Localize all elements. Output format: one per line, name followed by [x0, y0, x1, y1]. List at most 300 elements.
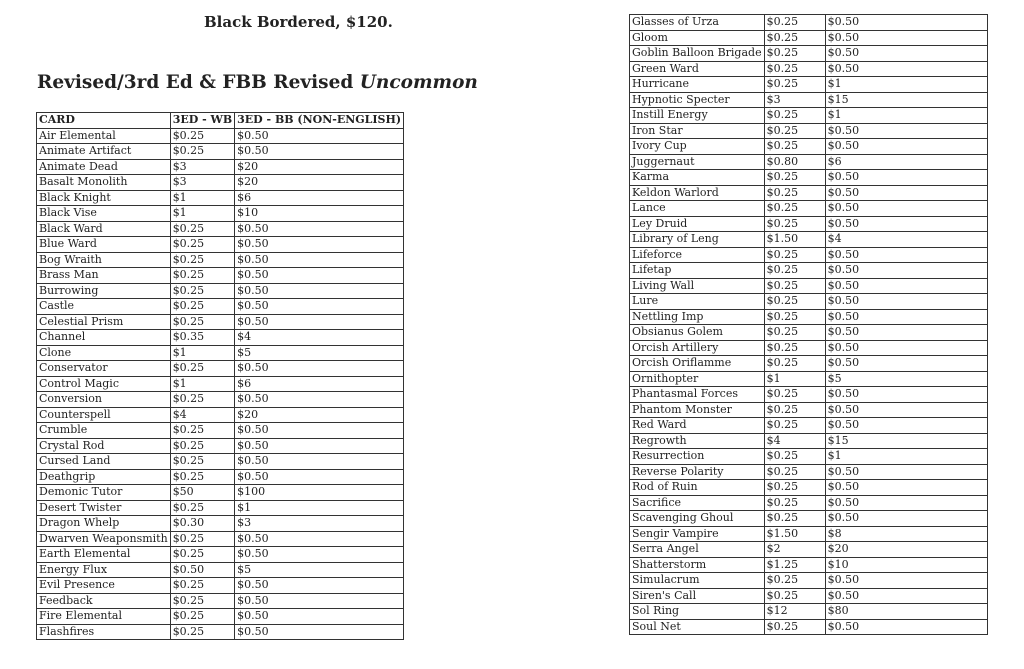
wb-price-cell: $0.25	[764, 340, 825, 356]
bb-price-cell: $0.50	[825, 185, 987, 201]
table-row	[630, 495, 988, 511]
section-title-main: Revised/3rd Ed & FBB Revised	[37, 72, 360, 93]
wb-price-cell: $0.25	[764, 185, 825, 201]
table-row	[37, 361, 404, 377]
bb-price-cell: $0.50	[825, 387, 987, 403]
card-name-cell: Celestial Prism	[37, 314, 171, 330]
bb-price-cell: $0.50	[235, 531, 404, 547]
table-row	[630, 325, 988, 341]
card-name-cell: Animate Dead	[37, 159, 171, 175]
table-row	[37, 314, 404, 330]
card-name-cell: Phantom Monster	[630, 402, 765, 418]
card-name-cell: Deathgrip	[37, 469, 171, 485]
card-name-cell: Keldon Warlord	[630, 185, 765, 201]
table-row	[37, 283, 404, 299]
card-name-cell: Earth Elemental	[37, 547, 171, 563]
wb-price-cell: $1	[170, 376, 234, 392]
card-name-cell: Blue Ward	[37, 237, 171, 253]
card-name-cell: Lifeforce	[630, 247, 765, 263]
bb-price-cell: $0.50	[235, 593, 404, 609]
bb-price-cell: $0.50	[235, 438, 404, 454]
card-name-cell: Sol Ring	[630, 604, 765, 620]
card-name-cell: Animate Artifact	[37, 144, 171, 160]
card-name-cell: Soul Net	[630, 619, 765, 635]
card-name-cell: Scavenging Ghoul	[630, 511, 765, 527]
table-row	[37, 206, 404, 222]
table-row	[630, 449, 988, 465]
wb-price-cell: $0.25	[764, 294, 825, 310]
table-row	[630, 619, 988, 635]
card-name-cell: Karma	[630, 170, 765, 186]
wb-price-cell: $0.25	[764, 511, 825, 527]
bb-price-cell: $8	[825, 526, 987, 542]
card-name-cell: Basalt Monolith	[37, 175, 171, 191]
bb-price-cell: $0.50	[235, 454, 404, 470]
wb-price-cell: $0.25	[764, 201, 825, 217]
bb-price-cell: $0.50	[235, 547, 404, 563]
bb-price-cell: $0.50	[825, 418, 987, 434]
card-name-cell: Goblin Balloon Brigade	[630, 46, 765, 62]
table-row	[630, 15, 988, 31]
bb-price-cell: $0.50	[825, 294, 987, 310]
table-row	[630, 201, 988, 217]
table-row	[37, 144, 404, 160]
bb-price-cell: $0.50	[235, 578, 404, 594]
table-row	[37, 345, 404, 361]
table-row	[630, 139, 988, 155]
column-header-wb: 3ED - WB	[170, 113, 234, 129]
card-name-cell: Glasses of Urza	[630, 15, 765, 31]
table-row	[37, 609, 404, 625]
card-name-cell: Castle	[37, 299, 171, 315]
bb-price-cell: $0.50	[825, 573, 987, 589]
card-name-cell: Juggernaut	[630, 154, 765, 170]
card-name-cell: Air Elemental	[37, 128, 171, 144]
wb-price-cell: $0.25	[764, 30, 825, 46]
card-name-cell: Brass Man	[37, 268, 171, 284]
wb-price-cell: $0.25	[764, 449, 825, 465]
card-name-cell: Black Knight	[37, 190, 171, 206]
table-row	[630, 480, 988, 496]
table-row	[37, 531, 404, 547]
bb-price-cell: $4	[825, 232, 987, 248]
bb-price-cell: $0.50	[235, 128, 404, 144]
card-name-cell: Orcish Artillery	[630, 340, 765, 356]
wb-price-cell: $1.50	[764, 526, 825, 542]
card-name-cell: Cursed Land	[37, 454, 171, 470]
card-name-cell: Evil Presence	[37, 578, 171, 594]
table-row	[630, 542, 988, 558]
table-row	[37, 454, 404, 470]
table-row	[630, 588, 988, 604]
table-row	[37, 500, 404, 516]
table-row	[630, 123, 988, 139]
section-title-rarity: Uncommon	[359, 72, 478, 93]
card-name-cell: Sengir Vampire	[630, 526, 765, 542]
wb-price-cell: $0.25	[170, 438, 234, 454]
card-name-cell: Ornithopter	[630, 371, 765, 387]
wb-price-cell: $0.25	[170, 237, 234, 253]
table-row	[630, 402, 988, 418]
table-row	[37, 221, 404, 237]
bb-price-cell: $0.50	[825, 309, 987, 325]
table-row	[630, 418, 988, 434]
table-row	[37, 330, 404, 346]
table-row	[630, 371, 988, 387]
bb-price-cell: $0.50	[825, 139, 987, 155]
wb-price-cell: $12	[764, 604, 825, 620]
bb-price-cell: $0.50	[825, 356, 987, 372]
bb-price-cell: $6	[235, 190, 404, 206]
wb-price-cell: $0.25	[170, 314, 234, 330]
wb-price-cell: $0.25	[764, 46, 825, 62]
wb-price-cell: $0.25	[170, 500, 234, 516]
price-table-left	[36, 112, 404, 640]
bb-price-cell: $0.50	[235, 252, 404, 268]
bb-price-cell: $0.50	[825, 619, 987, 635]
card-name-cell: Fire Elemental	[37, 609, 171, 625]
bb-price-cell: $6	[235, 376, 404, 392]
wb-price-cell: $0.25	[764, 263, 825, 279]
table-row	[37, 469, 404, 485]
table-row	[37, 624, 404, 640]
card-name-cell: Desert Twister	[37, 500, 171, 516]
card-name-cell: Sacrifice	[630, 495, 765, 511]
table-row	[630, 46, 988, 62]
card-name-cell: Conservator	[37, 361, 171, 377]
wb-price-cell: $0.25	[170, 547, 234, 563]
bb-price-cell: $15	[825, 433, 987, 449]
section-title	[37, 72, 478, 93]
column-header-bb: 3ED - BB (NON-ENGLISH)	[235, 113, 404, 129]
table-row	[630, 433, 988, 449]
table-row	[37, 547, 404, 563]
bb-price-cell: $0.50	[235, 423, 404, 439]
wb-price-cell: $0.25	[764, 464, 825, 480]
card-name-cell: Feedback	[37, 593, 171, 609]
wb-price-cell: $0.25	[764, 278, 825, 294]
card-name-cell: Ivory Cup	[630, 139, 765, 155]
wb-price-cell: $0.30	[170, 516, 234, 532]
wb-price-cell: $1	[170, 206, 234, 222]
bb-price-cell: $0.50	[825, 201, 987, 217]
bb-price-cell: $0.50	[235, 392, 404, 408]
card-name-cell: Rod of Ruin	[630, 480, 765, 496]
table-row	[37, 268, 404, 284]
card-name-cell: Demonic Tutor	[37, 485, 171, 501]
table-row	[630, 340, 988, 356]
table-row	[37, 376, 404, 392]
table-row	[37, 407, 404, 423]
card-name-cell: Black Vise	[37, 206, 171, 222]
wb-price-cell: $0.25	[170, 578, 234, 594]
card-name-cell: Red Ward	[630, 418, 765, 434]
card-name-cell: Clone	[37, 345, 171, 361]
bb-price-cell: $0.50	[235, 283, 404, 299]
wb-price-cell: $0.25	[764, 309, 825, 325]
card-name-cell: Lure	[630, 294, 765, 310]
bb-price-cell: $0.50	[825, 170, 987, 186]
card-name-cell: Energy Flux	[37, 562, 171, 578]
wb-price-cell: $0.25	[170, 299, 234, 315]
table-row	[37, 252, 404, 268]
bb-price-cell: $0.50	[825, 30, 987, 46]
bb-price-cell: $5	[825, 371, 987, 387]
table-row	[630, 216, 988, 232]
card-name-cell: Conversion	[37, 392, 171, 408]
card-name-cell: Iron Star	[630, 123, 765, 139]
card-name-cell: Burrowing	[37, 283, 171, 299]
card-name-cell: Obsianus Golem	[630, 325, 765, 341]
bb-price-cell: $0.50	[235, 268, 404, 284]
card-name-cell: Regrowth	[630, 433, 765, 449]
bb-price-cell: $0.50	[825, 325, 987, 341]
wb-price-cell: $0.25	[764, 588, 825, 604]
wb-price-cell: $0.25	[764, 325, 825, 341]
card-name-cell: Lifetap	[630, 263, 765, 279]
card-name-cell: Reverse Polarity	[630, 464, 765, 480]
wb-price-cell: $0.25	[170, 392, 234, 408]
wb-price-cell: $0.25	[170, 593, 234, 609]
table-row	[37, 392, 404, 408]
bb-price-cell: $0.50	[825, 480, 987, 496]
table-header-row	[37, 113, 404, 129]
price-table-right	[629, 14, 988, 635]
wb-price-cell: $0.25	[764, 139, 825, 155]
bb-price-cell: $0.50	[235, 237, 404, 253]
bb-price-cell: $0.50	[825, 61, 987, 77]
bb-price-cell: $0.50	[825, 46, 987, 62]
wb-price-cell: $0.25	[170, 469, 234, 485]
wb-price-cell: $0.25	[764, 247, 825, 263]
card-name-cell: Bog Wraith	[37, 252, 171, 268]
table-row	[37, 423, 404, 439]
card-name-cell: Living Wall	[630, 278, 765, 294]
wb-price-cell: $0.25	[170, 423, 234, 439]
table-row	[630, 573, 988, 589]
table-row	[37, 175, 404, 191]
table-row	[630, 61, 988, 77]
wb-price-cell: $0.25	[764, 495, 825, 511]
table-row	[630, 185, 988, 201]
wb-price-cell: $0.25	[764, 418, 825, 434]
card-name-cell: Black Ward	[37, 221, 171, 237]
bb-price-cell: $5	[235, 345, 404, 361]
bb-price-cell: $0.50	[825, 15, 987, 31]
bb-price-cell: $10	[235, 206, 404, 222]
bb-price-cell: $0.50	[235, 361, 404, 377]
wb-price-cell: $3	[170, 175, 234, 191]
wb-price-cell: $0.25	[764, 402, 825, 418]
table-row	[630, 278, 988, 294]
wb-price-cell: $0.25	[764, 77, 825, 93]
wb-price-cell: $4	[170, 407, 234, 423]
table-row	[630, 511, 988, 527]
bb-price-cell: $15	[825, 92, 987, 108]
table-row	[37, 562, 404, 578]
wb-price-cell: $0.25	[170, 609, 234, 625]
wb-price-cell: $0.25	[764, 61, 825, 77]
table-row	[37, 578, 404, 594]
card-name-cell: Flashfires	[37, 624, 171, 640]
bb-price-cell: $10	[825, 557, 987, 573]
bb-price-cell: $0.50	[235, 314, 404, 330]
table-row	[630, 247, 988, 263]
table-row	[630, 356, 988, 372]
wb-price-cell: $0.25	[170, 268, 234, 284]
bb-price-cell: $1	[825, 77, 987, 93]
wb-price-cell: $0.25	[764, 619, 825, 635]
wb-price-cell: $0.25	[170, 531, 234, 547]
wb-price-cell: $0.25	[170, 144, 234, 160]
bb-price-cell: $0.50	[825, 263, 987, 279]
wb-price-cell: $0.25	[170, 283, 234, 299]
wb-price-cell: $1.25	[764, 557, 825, 573]
table-row	[630, 154, 988, 170]
table-row	[37, 128, 404, 144]
wb-price-cell: $0.25	[764, 573, 825, 589]
wb-price-cell: $0.25	[764, 123, 825, 139]
bb-price-cell: $6	[825, 154, 987, 170]
bb-price-cell: $1	[825, 449, 987, 465]
bb-price-cell: $20	[235, 407, 404, 423]
bb-price-cell: $4	[235, 330, 404, 346]
bb-price-cell: $20	[235, 175, 404, 191]
table-row	[630, 77, 988, 93]
table-row	[630, 464, 988, 480]
wb-price-cell: $1	[170, 345, 234, 361]
wb-price-cell: $0.25	[764, 216, 825, 232]
table-row	[630, 92, 988, 108]
wb-price-cell: $0.25	[764, 108, 825, 124]
table-row	[37, 237, 404, 253]
table-row	[630, 30, 988, 46]
card-name-cell: Control Magic	[37, 376, 171, 392]
card-name-cell: Dwarven Weaponsmith	[37, 531, 171, 547]
wb-price-cell: $3	[764, 92, 825, 108]
bb-price-cell: $0.50	[825, 247, 987, 263]
bb-price-cell: $0.50	[825, 216, 987, 232]
wb-price-cell: $3	[170, 159, 234, 175]
table-row	[630, 263, 988, 279]
wb-price-cell: $0.25	[170, 128, 234, 144]
table-row	[630, 387, 988, 403]
column-header-card: CARD	[37, 113, 171, 129]
card-name-cell: Library of Leng	[630, 232, 765, 248]
card-name-cell: Dragon Whelp	[37, 516, 171, 532]
bb-price-cell: $5	[235, 562, 404, 578]
table-row	[37, 593, 404, 609]
bb-price-cell: $0.50	[235, 144, 404, 160]
bb-price-cell: $0.50	[825, 278, 987, 294]
wb-price-cell: $0.25	[170, 454, 234, 470]
table-row	[630, 294, 988, 310]
table-row	[37, 190, 404, 206]
wb-price-cell: $0.50	[170, 562, 234, 578]
card-name-cell: Lance	[630, 201, 765, 217]
bb-price-cell: $0.50	[825, 402, 987, 418]
card-name-cell: Orcish Oriflamme	[630, 356, 765, 372]
table-row	[630, 232, 988, 248]
bb-price-cell: $0.50	[825, 340, 987, 356]
table-row	[630, 108, 988, 124]
card-name-cell: Ley Druid	[630, 216, 765, 232]
table-row	[630, 526, 988, 542]
wb-price-cell: $0.25	[764, 170, 825, 186]
bb-price-cell: $0.50	[235, 299, 404, 315]
wb-price-cell: $0.35	[170, 330, 234, 346]
bb-price-cell: $0.50	[235, 469, 404, 485]
table-row	[37, 485, 404, 501]
wb-price-cell: $50	[170, 485, 234, 501]
card-name-cell: Nettling Imp	[630, 309, 765, 325]
card-name-cell: Counterspell	[37, 407, 171, 423]
bb-price-cell: $1	[825, 108, 987, 124]
card-name-cell: Gloom	[630, 30, 765, 46]
bb-price-cell: $100	[235, 485, 404, 501]
card-name-cell: Crumble	[37, 423, 171, 439]
wb-price-cell: $1	[764, 371, 825, 387]
table-row	[37, 159, 404, 175]
wb-price-cell: $0.25	[170, 361, 234, 377]
wb-price-cell: $0.25	[170, 252, 234, 268]
card-name-cell: Crystal Rod	[37, 438, 171, 454]
bb-price-cell: $3	[235, 516, 404, 532]
table-row	[630, 309, 988, 325]
bb-price-cell: $20	[825, 542, 987, 558]
wb-price-cell: $0.25	[764, 15, 825, 31]
bb-price-cell: $0.50	[825, 464, 987, 480]
table-row	[37, 516, 404, 532]
card-name-cell: Hurricane	[630, 77, 765, 93]
card-name-cell: Serra Angel	[630, 542, 765, 558]
card-name-cell: Channel	[37, 330, 171, 346]
bb-price-cell: $1	[235, 500, 404, 516]
card-name-cell: Phantasmal Forces	[630, 387, 765, 403]
bb-price-cell: $0.50	[825, 588, 987, 604]
wb-price-cell: $0.80	[764, 154, 825, 170]
bb-price-cell: $0.50	[235, 624, 404, 640]
bb-price-cell: $0.50	[825, 495, 987, 511]
wb-price-cell: $2	[764, 542, 825, 558]
wb-price-cell: $0.25	[764, 356, 825, 372]
wb-price-cell: $0.25	[170, 221, 234, 237]
bb-price-cell: $80	[825, 604, 987, 620]
table-row	[37, 299, 404, 315]
card-name-cell: Shatterstorm	[630, 557, 765, 573]
card-name-cell: Instill Energy	[630, 108, 765, 124]
card-name-cell: Green Ward	[630, 61, 765, 77]
card-name-cell: Hypnotic Specter	[630, 92, 765, 108]
wb-price-cell: $0.25	[170, 624, 234, 640]
table-row	[37, 438, 404, 454]
wb-price-cell: $1	[170, 190, 234, 206]
card-name-cell: Resurrection	[630, 449, 765, 465]
table-row	[630, 604, 988, 620]
wb-price-cell: $1.50	[764, 232, 825, 248]
table-row	[630, 557, 988, 573]
wb-price-cell: $4	[764, 433, 825, 449]
bb-price-cell: $0.50	[235, 609, 404, 625]
bb-price-cell: $20	[235, 159, 404, 175]
card-name-cell: Simulacrum	[630, 573, 765, 589]
bb-price-cell: $0.50	[235, 221, 404, 237]
wb-price-cell: $0.25	[764, 480, 825, 496]
price-note: Black Bordered, $120.	[204, 13, 393, 31]
table-row	[630, 170, 988, 186]
bb-price-cell: $0.50	[825, 123, 987, 139]
wb-price-cell: $0.25	[764, 387, 825, 403]
